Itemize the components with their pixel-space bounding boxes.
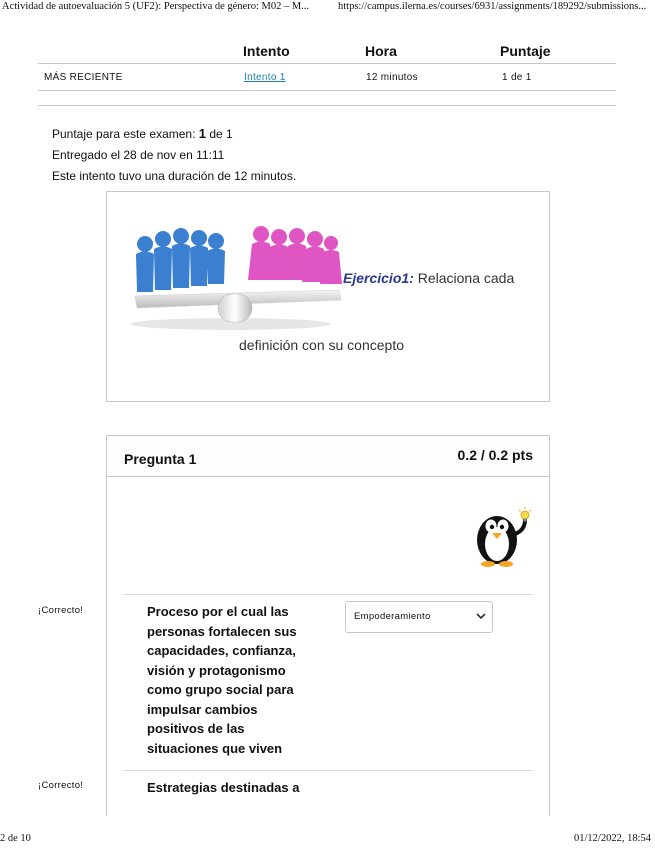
correct-label: ¡Correcto! <box>38 605 84 616</box>
score-prefix: Puntaje para este examen: <box>52 127 196 141</box>
duration-line: Este intento tuvo una duración de 12 minutos. <box>52 169 297 183</box>
header-time: Hora <box>365 43 397 59</box>
attempt-time: 12 minutos <box>366 72 418 83</box>
match-item-text: Proceso por el cual las personas fortalecen sus capacidades, confianza, visión y protagonismo como grupo social para impulsar cambios positivos de las situaciones que viven <box>147 604 297 756</box>
question-card <box>106 435 550 816</box>
selected-option: Empoderamiento <box>354 611 431 622</box>
attempt-score: 1 de 1 <box>502 72 532 83</box>
score-value: 1 <box>198 126 207 141</box>
submitted-line: Entregado el 28 de nov en 11:11 <box>52 148 225 162</box>
exercise-instruction-line1 <box>343 270 514 286</box>
penguin-icon <box>473 506 535 570</box>
attempt-link[interactable]: Intento 1 <box>244 72 286 83</box>
exercise-instruction-text: Relaciona cada <box>413 270 515 286</box>
print-page-title: Actividad de autoevaluación 5 (UF2): Perspectiva de género: M02 – M... <box>2 1 310 12</box>
divider <box>123 770 533 771</box>
exercise-banner <box>106 191 550 402</box>
score-line <box>52 123 296 145</box>
row-label: MÁS RECIENTE <box>44 72 123 83</box>
chevron-down-icon <box>476 613 486 620</box>
table-row <box>38 64 616 91</box>
header-score: Puntaje <box>500 43 551 59</box>
exercise-instruction-line2: definición con su concepto <box>239 337 404 353</box>
correct-label: ¡Correcto! <box>38 780 84 791</box>
attempts-table <box>38 40 616 91</box>
page-number: 2 de 10 <box>0 833 31 844</box>
question-header <box>107 436 549 477</box>
exercise-label: Ejercicio1: <box>343 270 414 286</box>
submission-summary <box>52 123 296 187</box>
match-item-text: Estrategias destinadas a <box>147 780 300 795</box>
question-points: 0.2 / 0.2 pts <box>457 447 533 463</box>
question-title: Pregunta 1 <box>124 451 197 467</box>
print-datetime: 01/12/2022, 18:54 <box>573 833 651 844</box>
match-answer-select[interactable] <box>345 601 493 633</box>
header-attempt: Intento <box>243 43 290 59</box>
print-header <box>0 0 655 16</box>
divider <box>38 105 616 106</box>
divider <box>123 594 533 595</box>
print-page-url: https://campus.ilerna.es/courses/6931/assignments/189292/submissions... <box>338 1 647 12</box>
attempts-table-header <box>38 40 616 64</box>
score-suffix: de 1 <box>209 127 233 141</box>
gender-balance-illustration <box>131 224 346 332</box>
